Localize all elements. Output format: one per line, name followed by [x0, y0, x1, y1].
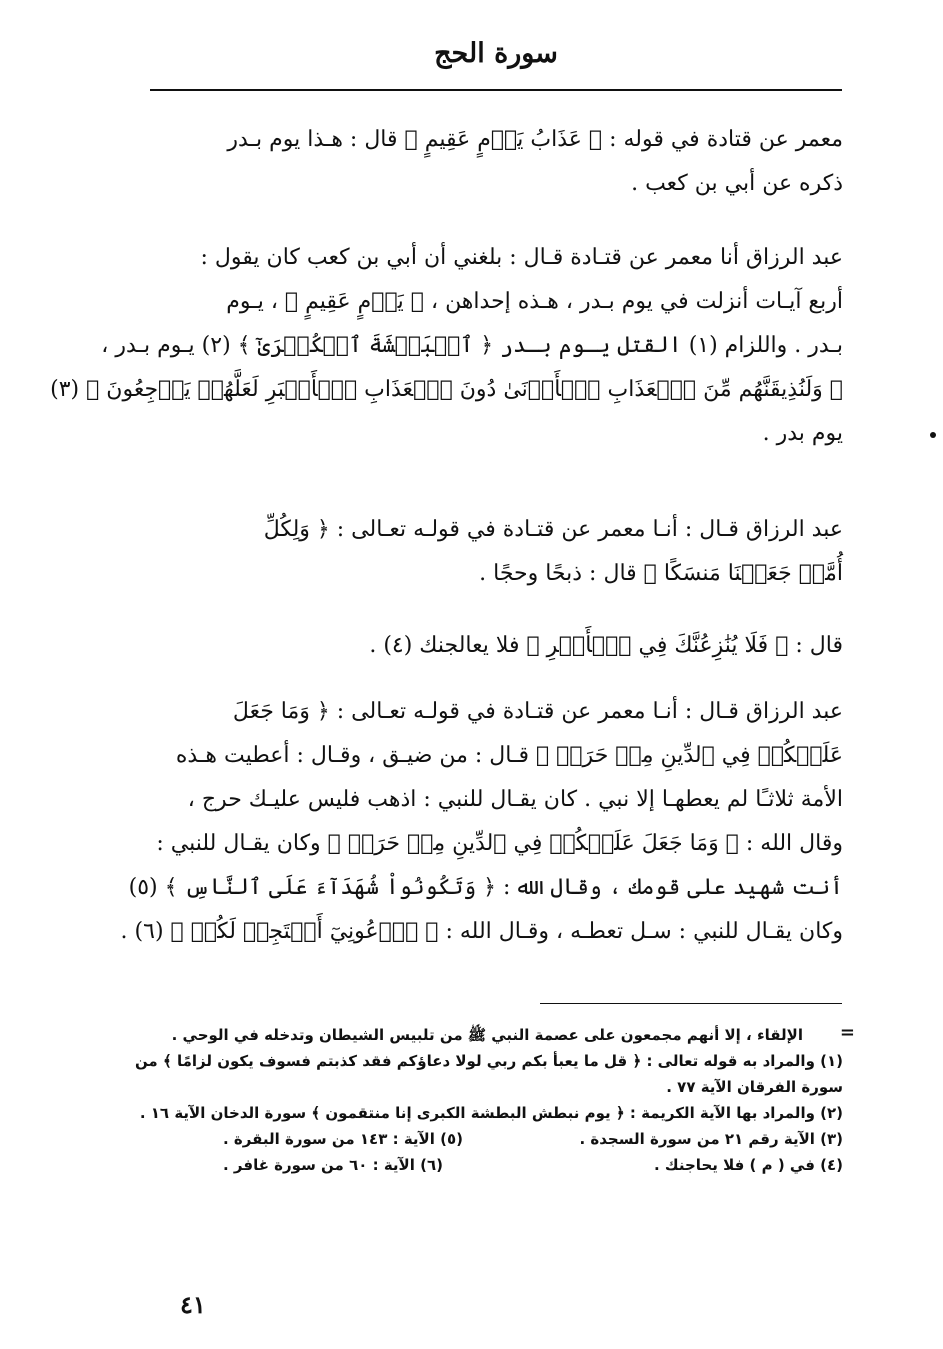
text-line: عبد الرزاق أنا معمر عن قتـادة قـال : بلغني أن أبي بن كعب كان يقول :	[200, 245, 843, 270]
footnote-5: (٥) الآية : ١٤٣ من سورة البقرة .	[223, 1130, 463, 1148]
footnote-3: (٣) الآية رقم ٢١ من سورة السجدة .	[579, 1130, 843, 1148]
text-line: وكان يقـال للنبي : سـل تعطـه ، وقـال الله : ﴿ ٱدۡعُونِيٓ أَسۡتَجِبۡ لَكُمۡ ﴾ (٦) .	[120, 919, 843, 944]
page-number: ٤١	[180, 1290, 206, 1319]
footnote-4: (٤) في ( م ) فلا يحاجنك .	[653, 1156, 843, 1174]
margin-mark	[930, 432, 936, 438]
footnote-6: (٦) الآية : ٦٠ من سورة غافر .	[223, 1156, 443, 1174]
paragraph-3	[151, 508, 843, 596]
text-line: يوم بدر .	[762, 421, 843, 446]
text-line: عَلَيۡكُمۡ فِي ٱلدِّينِ مِنۡ حَرَجٖ ﴾ قـال : من ضيـق ، وقـال : أعطيت هـذه	[175, 743, 843, 768]
footnote-rule	[540, 1003, 842, 1004]
paragraph-5	[120, 690, 843, 954]
text-line: معمر عن قتادة في قوله : ﴿ عَذَابُ يَوۡمٍ عَقِيمٍ ﴾ قال : هـذا يوم بـدر	[227, 127, 843, 152]
text-line: عبد الرزاق قـال : أنـا معمر عن قتـادة في قولـه تعـالى : ﴿ وَمَا جَعَلَ	[232, 699, 843, 724]
text-line: عبد الرزاق قـال : أنـا معمر عن قتـادة في قولـه تعـالى : ﴿ وَلِكُلِّ	[263, 517, 843, 542]
footnote-continuation: الإلقاء ، إلا أنهم مجمعون على عصمة النبي ﷺ من تلبيس الشيطان وتدخله في الوحي .	[171, 1026, 803, 1044]
paragraph-2	[50, 236, 843, 456]
footnote-row	[223, 1126, 843, 1152]
footnote-row	[223, 1152, 843, 1178]
text-line: أنت شهيد على قومك ، وقال الله : ﴿ وَتَكُونُواْ شُهَدَآءَ عَلَى ٱلنَّاسِ ﴾ (٥)	[128, 875, 843, 900]
text-line: ﴿ وَلَنُذِيقَنَّهُم مِّنَ ٱلۡعَذَابِ ٱلۡأَدۡنَىٰ دُونَ ٱلۡعَذَابِ ٱلۡأَكۡبَرِ لَعَلَّهُمۡ يَرۡجِعُونَ ﴾ (٣)	[50, 377, 843, 402]
text-line: بـدر . واللزام (١) القتل يـوم بـدر ﴿ ٱلۡبَطۡشَةَ ٱلۡكُبۡرَىٰٓ ﴾ (٢) يـوم بـدر ،	[101, 333, 843, 358]
text-line: قال : ﴿ فَلَا يُنَٰزِعُنَّكَ فِي ٱلۡأَمۡرِ ﴾ فلا يعالجنك (٤) .	[369, 633, 843, 658]
footnotes	[134, 1022, 843, 1178]
text-line: ذكره عن أبي بن كعب .	[631, 171, 843, 196]
paragraph-4	[151, 624, 843, 668]
text-line: أربع آيـات أنزلت في يوم بـدر ، هـذه إحداهن ، ﴿ يَوۡمٍ عَقِيمٍ ﴾ ، يـوم	[226, 289, 843, 314]
header-rule	[150, 89, 842, 91]
footnote-1: (١) والمراد به قوله تعالى : ﴿ قل ما يعبأ بكم ربي لولا دعاؤكم فقد كذبتم فسوف يكون لزامًا ﴾ من	[134, 1052, 843, 1070]
paragraph-1	[151, 118, 843, 206]
text-line: الأمة ثلاثـًا لم يعطهـا إلا نبي . كان يقـال للنبي : اذهب فليس عليـك حرج ،	[187, 787, 843, 812]
text-line: وقال الله : ﴿ وَمَا جَعَلَ عَلَيۡكُمۡ فِي ٱلدِّينِ مِنۡ حَرَجٖ ﴾ وكان يقـال للنبي :	[156, 831, 843, 856]
text-line: أُمَّةٖ جَعَلۡنَا مَنسَكًا ﴾ قال : ذبحًا وحجًا .	[479, 561, 843, 586]
footnote-2: (٢) والمراد بها الآية الكريمة : ﴿ يوم نبطش البطشة الكبرى إنا منتقمون ﴾ سورة الدخان الآية ١٦ .	[139, 1104, 843, 1122]
continuation-mark: =	[839, 1022, 855, 1043]
running-header: سورة الحج	[434, 38, 558, 69]
footnote-1-cont: سورة الفرقان الآية ٧٧ .	[666, 1078, 843, 1096]
